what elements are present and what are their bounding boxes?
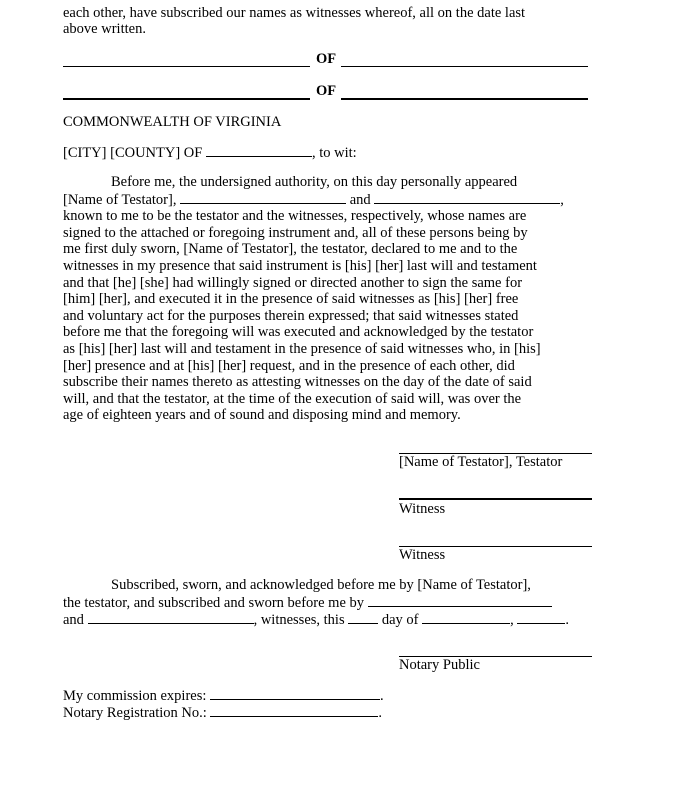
state-heading: COMMONWEALTH OF VIRGINIA: [63, 114, 282, 130]
ack-body-line: and that [he] [she] had willingly signed or directed another to sign the same for: [63, 274, 523, 291]
acknowledgment-paragraph: [63, 174, 593, 424]
of-row-2-label: OF: [316, 83, 337, 99]
ack-witness-2-blank[interactable]: [374, 191, 560, 204]
ack-line-2: [63, 191, 593, 209]
of-row-1-left-blank[interactable]: [63, 66, 310, 67]
subscribed-day-of: day of: [381, 612, 419, 629]
subscribed-witness-1-blank[interactable]: [368, 594, 552, 607]
registration-no-blank[interactable]: [210, 704, 378, 717]
city-county-blank[interactable]: [206, 144, 312, 157]
commission-period: .: [380, 688, 384, 704]
ack-body-line: will, and that the testator, at the time of the execution of said will, was over the: [63, 390, 522, 407]
ack-line-1: Before me, the undersigned authority, on this day personally appeared: [111, 174, 518, 190]
subscribed-comma: ,: [510, 612, 514, 629]
ack-and: and: [349, 191, 371, 208]
subscribed-witness-2-blank[interactable]: [88, 611, 254, 624]
ack-body-line: as [his] [her] last will and testament in the presence of said witnesses who, in [his]: [63, 340, 541, 357]
of-row-2-left-blank[interactable]: [63, 98, 310, 100]
ack-body-line: subscribe their names thereto as attesting witnesses on the day of the date of said: [63, 374, 532, 391]
ack-body-line: witnesses in my presence that said instrument is [his] [her] last will and testament: [63, 257, 537, 274]
subscribed-month-blank[interactable]: [422, 611, 510, 624]
ack-comma: ,: [560, 191, 564, 208]
registration-no-row: [63, 704, 382, 722]
subscribed-line-1: Subscribed, sworn, and acknowledged before me by [Name of Testator],: [111, 577, 531, 593]
of-row-1-right-blank[interactable]: [341, 66, 588, 67]
subscribed-year-blank[interactable]: [517, 611, 565, 624]
subscribed-line-2: [63, 594, 593, 612]
of-row-1-label: OF: [316, 51, 337, 67]
intro-line-2: above written.: [63, 21, 146, 37]
commission-expires-row: [63, 687, 384, 705]
testator-signature-label: [Name of Testator], Testator: [399, 454, 563, 470]
subscribed-line-2-text: the testator, and subscribed and sworn before me by: [63, 594, 365, 611]
commission-expires-label: My commission expires:: [63, 688, 207, 704]
of-row-2-right-blank[interactable]: [341, 98, 588, 100]
ack-body-line: and voluntary act for the purposes therein expressed; that said witnesses stated: [63, 307, 519, 324]
ack-witness-1-blank[interactable]: [180, 191, 346, 204]
subscribed-paragraph: [63, 577, 593, 629]
city-county-suffix: , to wit:: [311, 145, 357, 161]
ack-body-line: before me that the foregoing will was executed and acknowledged by the testator: [63, 324, 534, 341]
ack-body-line: [her] presence and at [his] [her] request, and in the presence of each other, did: [63, 357, 515, 374]
ack-body-line: [him] [her], and executed it in the presence of said witnesses as [his] [her] free: [63, 291, 519, 308]
registration-period: .: [378, 705, 383, 721]
subscribed-period: .: [565, 612, 569, 629]
subscribed-day-blank[interactable]: [348, 611, 378, 624]
ack-body-line: age of eighteen years and of sound and disposing mind and memory.: [63, 407, 461, 424]
ack-body-line: signed to the attached or foregoing instrument and, all of these persons being by: [63, 224, 528, 241]
notary-public-label: Notary Public: [399, 657, 480, 673]
ack-body-line: me first duly sworn, [Name of Testator], the testator, declared to me and to the: [63, 241, 518, 258]
subscribed-line-3: [63, 611, 593, 629]
subscribed-and: and: [63, 612, 84, 629]
witness-1-signature-line[interactable]: [399, 498, 592, 500]
intro-line-1: each other, have subscribed our names as witnesses whereof, all on the date last: [63, 5, 526, 21]
registration-no-label: Notary Registration No.:: [63, 705, 207, 721]
subscribed-witnesses-this: , witnesses, this: [253, 612, 345, 629]
witness-1-signature-label: Witness: [399, 501, 446, 517]
city-county-line: [63, 144, 357, 162]
witness-2-signature-label: Witness: [399, 547, 446, 563]
ack-testator-name: [Name of Testator],: [63, 191, 177, 208]
ack-body-line: known to me to be the testator and the witnesses, respectively, whose names are: [63, 208, 527, 225]
commission-expires-blank[interactable]: [210, 687, 380, 700]
city-county-prefix: [CITY] [COUNTY] OF: [63, 145, 203, 161]
